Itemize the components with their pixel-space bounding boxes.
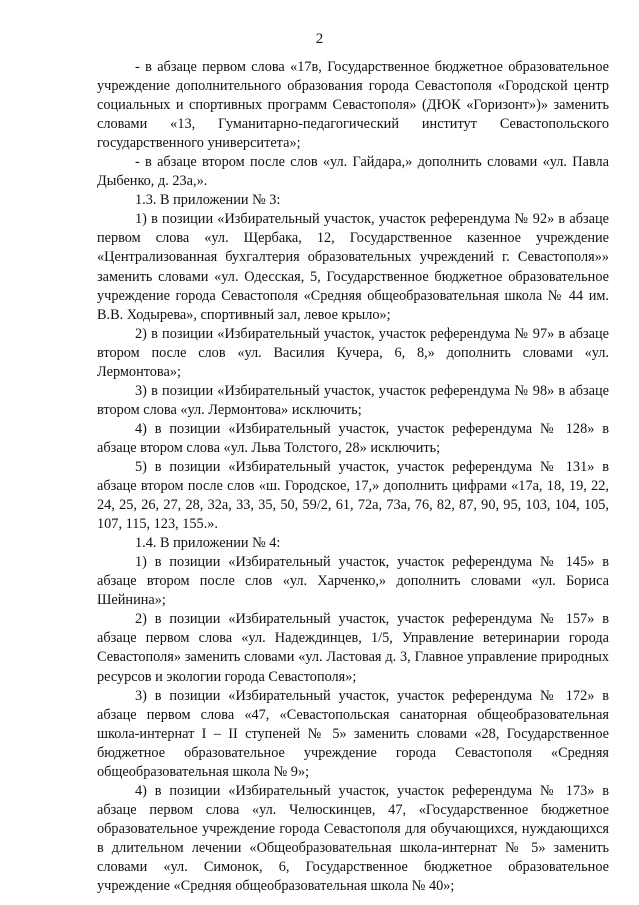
document-body	[97, 58, 609, 896]
section-heading-1-3: 1.3. В приложении № 3:	[135, 192, 281, 209]
paragraph-amend-gaidara: - в абзаце втором после слов «ул. Гайдара,» дополнить словами «ул. Павла Дыбенко, д. 23а,».	[97, 154, 609, 190]
paragraph-item-5-precinct-131: 5) в позиции «Избирательный участок, участок референдума № 131» в абзаце втором после слов «ш. Городское, 17,» дополнить цифрами «17а, 18, 19, 22, 24, 25, 26, 27, 28, 32а, 33, 35, 50, 59/2, 61, 72а, 73а, 76, 82, 87, 90, 95, 103, 104, 105, 107, 115, 123, 155.».	[97, 458, 609, 533]
section-heading-1-4: 1.4. В приложении № 4:	[135, 535, 281, 552]
paragraph-amend-dyuk-gorizont: - в абзаце первом слова «17в, Государственное бюджетное образовательное учреждение дополнительного образования города Севастополя «Городской центр социальных и спортивных программ Севастополя» (ДЮК «Горизонт»)» заменить словами «13, Гуманитарно-педагогический институт Севастопольского государственного университета»;	[97, 59, 609, 152]
paragraph-item-1-precinct-92: 1) в позиции «Избирательный участок, участок референдума № 92» в абзаце первом слова «ул. Щербака, 12, Государственное казенное учреждение «Централизованная бухгалтерия образовательных учреждений г. Севастополя»» заменить словами «ул. Одесская, 5, Государственное бюджетное образовательное учреждение города Севастополя «Средняя общеобразовательная школа № 44 им. В.В. Ходырева», спортивный зал, левое крыло»;	[97, 211, 609, 323]
paragraph-item-2-precinct-97: 2) в позиции «Избирательный участок, участок референдума № 97» в абзаце втором после слов «ул. Василия Кучера, 6, 8,» дополнить словами «ул. Лермонтова»;	[97, 325, 609, 380]
paragraph-item-4-precinct-128: 4) в позиции «Избирательный участок, участок референдума № 128» в абзаце втором слова «ул. Льва Толстого, 28» исключить;	[97, 420, 609, 456]
paragraph-item-1-precinct-145: 1) в позиции «Избирательный участок, участок референдума № 145» в абзаце втором после слов «ул. Харченко,» дополнить словами «ул. Бориса Шейнина»;	[97, 554, 609, 609]
paragraph-item-3-precinct-98: 3) в позиции «Избирательный участок, участок референдума № 98» в абзаце втором слова «ул. Лермонтова» исключить;	[97, 382, 609, 418]
paragraph-item-4-precinct-173: 4) в позиции «Избирательный участок, участок референдума № 173» в абзаце первом слова «ул. Челюскинцев, 47, «Государственное бюджетное образовательное учреждение города Севастополя для обучающихся, нуждающихся в длительном лечении «Общеобразовательная школа-интернат № 5» заменить словами «ул. Симонок, 6, Государственное бюджетное образовательное учреждение «Средняя общеобразовательная школа № 40»;	[97, 782, 609, 895]
paragraph-item-3-precinct-172: 3) в позиции «Избирательный участок, участок референдума № 172» в абзаце первом слова «47, «Севастопольская санаторная общеобразовательная школа-интернат I – II ступеней № 5» заменить словами «28, Государственное бюджетное образовательное учреждение города Севастополя «Средняя общеобразовательная школа № 9»;	[97, 687, 609, 780]
page-number: 2	[315, 31, 324, 47]
paragraph-item-2-precinct-157: 2) в позиции «Избирательный участок, участок референдума № 157» в абзаце первом слова «ул. Надеждинцев, 1/5, Управление ветеринарии города Севастополя» заменить словами «ул. Ластовая д. 3, Главное управление природных ресурсов и экологии города Севастополя»;	[97, 611, 609, 685]
